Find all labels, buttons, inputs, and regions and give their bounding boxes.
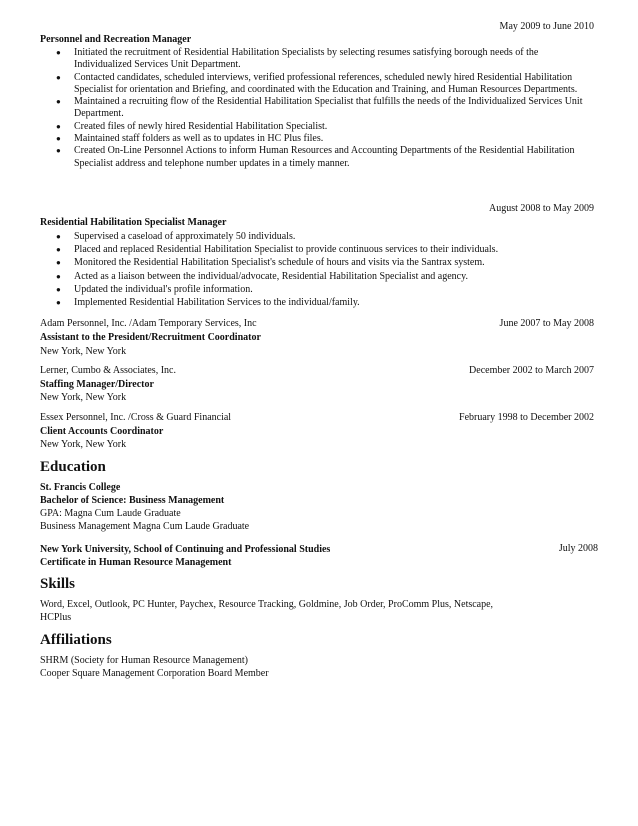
job5-title: Client Accounts Coordinator — [40, 426, 164, 437]
job4-date: December 2002 to March 2007 — [469, 365, 594, 376]
list-item: ● Contacted candidates, scheduled interviews, verified professional references, scheduled newly hired Residential Habilitation Specialist for orientation and Briefing, and coordinated with the Education and Training, and Human Resources Departments. — [60, 72, 590, 97]
degree: Bachelor of Science: Business Management — [40, 495, 225, 506]
list-item: ● Created files of newly hired Residential Habilitation Specialist. — [60, 121, 590, 133]
job3-location: New York, New York — [40, 346, 127, 357]
job5-date: February 1998 to December 2002 — [459, 412, 594, 423]
job3-title: Assistant to the President/Recruitment Coordinator — [40, 332, 261, 343]
school-name: St. Francis College — [40, 482, 121, 493]
job5-location: New York, New York — [40, 439, 127, 450]
job1-bullets — [60, 47, 590, 170]
list-item: ● Created On-Line Personnel Actions to inform Human Resources and Accounting Departments of the Residential Habilitation Specialist address and telephone number updates in a timely manner. — [60, 145, 590, 170]
list-item: ● Acted as a liaison between the individual/advocate, Residential Habilitation Specialist and agency. — [60, 270, 590, 283]
job1-date: May 2009 to June 2010 — [499, 21, 594, 32]
skills-list: Word, Excel, Outlook, PC Hunter, Paychex, Resource Tracking, Goldmine, Job Order, ProComm Plus, Netscape, — [40, 599, 494, 610]
job4-title: Staffing Manager/Director — [40, 379, 154, 390]
job3-date: June 2007 to May 2008 — [499, 318, 594, 329]
job2-bullets — [60, 230, 590, 309]
list-item: ● Monitored the Residential Habilitation Specialist's schedule of hours and visits via the Santrax system. — [60, 256, 590, 269]
list-item: ● Supervised a caseload of approximately 50 individuals. — [60, 230, 590, 243]
list-item: ● Updated the individual's profile information. — [60, 283, 590, 296]
list-item: ● Initiated the recruitment of Residential Habilitation Specialists by selecting resumes satisfying borough needs of the Individualized Services Unit Department. — [60, 47, 590, 72]
list-item: ● Placed and replaced Residential Habilitation Specialist to provide continuous services to their individuals. — [60, 243, 590, 256]
job1-title: Personnel and Recreation Manager — [40, 34, 192, 45]
list-item: ● Implemented Residential Habilitation Services to the individual/family. — [60, 296, 590, 309]
job3-company: Adam Personnel, Inc. /Adam Temporary Services, Inc — [40, 318, 257, 329]
job5-company: Essex Personnel, Inc. /Cross & Guard Financial — [40, 412, 232, 423]
education-heading: Education — [40, 459, 106, 475]
list-item: ● Maintained staff folders as well as to updates in HC Plus files. — [60, 133, 590, 145]
job4-company: Lerner, Cumbo & Associates, Inc. — [40, 365, 176, 376]
job2-date: August 2008 to May 2009 — [489, 203, 594, 214]
job4-location: New York, New York — [40, 392, 127, 403]
gpa: GPA: Magna Cum Laude Graduate — [40, 508, 181, 519]
skills-list: HCPlus — [40, 612, 72, 623]
school-name: New York University, School of Continuing and Professional Studies — [40, 544, 331, 555]
education-date: July 2008 — [558, 543, 598, 554]
certificate: Certificate in Human Resource Management — [40, 557, 232, 568]
affiliations-heading: Affiliations — [40, 632, 112, 648]
affiliation-item: Cooper Square Management Corporation Board Member — [40, 668, 269, 679]
skills-heading: Skills — [40, 576, 76, 592]
job2-title: Residential Habilitation Specialist Manager — [40, 217, 227, 228]
list-item: ● Maintained a recruiting flow of the Residential Habilitation Specialist that fulfills the needs of the Individualized Services Unit Department. — [60, 96, 590, 121]
affiliation-item: SHRM (Society for Human Resource Management) — [40, 655, 249, 666]
honor: Business Management Magna Cum Laude Graduate — [40, 521, 250, 532]
